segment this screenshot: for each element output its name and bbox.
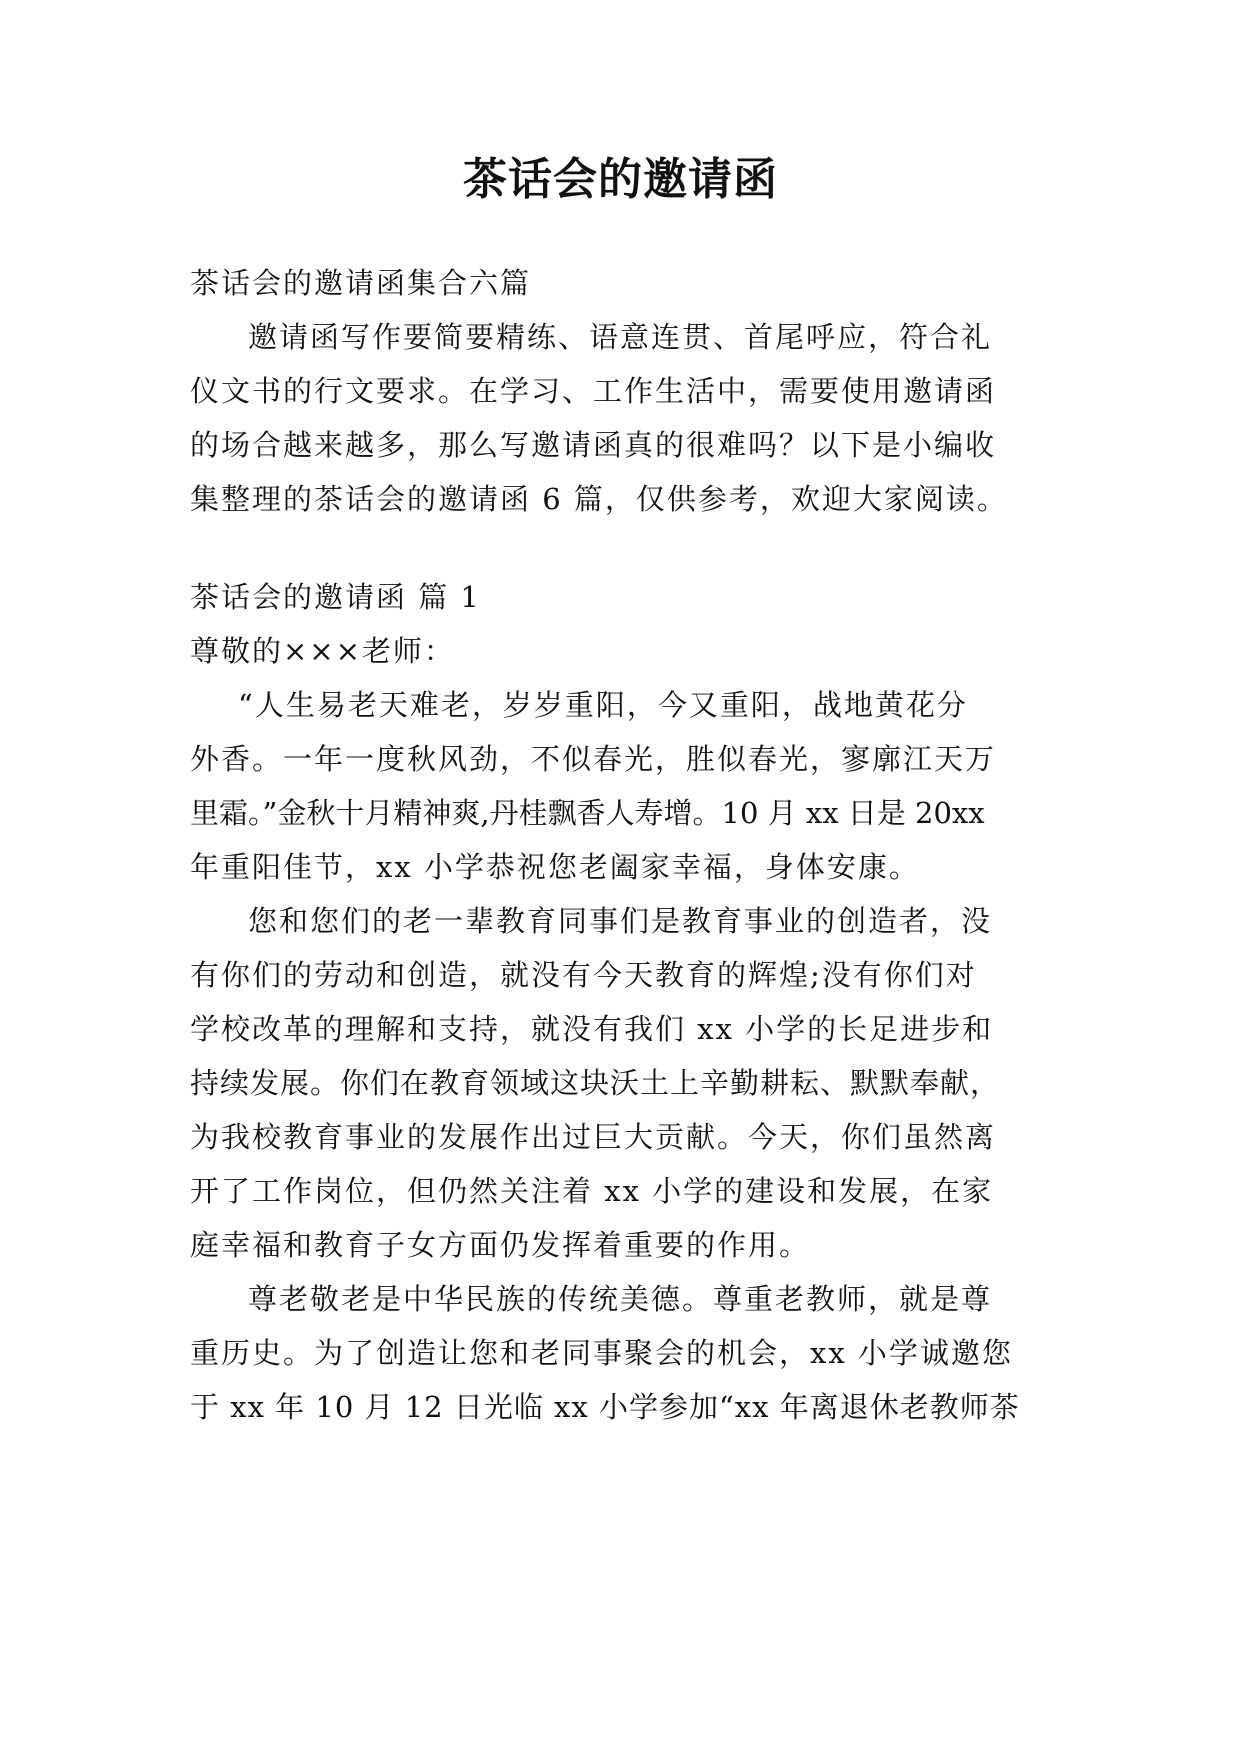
intro-line-4: 集整理的茶话会的邀请函 6 篇，仅供参考，欢迎大家阅读。 — [190, 482, 1008, 516]
para2-line-4: 持续发展。你们在教育领域这块沃土上辛勤耕耘、默默奉献， — [190, 1066, 1001, 1100]
para2-line-5: 为我校教育事业的发展作出过巨大贡献。今天，你们虽然离 — [190, 1120, 997, 1154]
para2-line-2: 有你们的劳动和创造，就没有今天教育的辉煌;没有你们对 — [190, 958, 977, 992]
para1-line-3: 里霜。”金秋十月精神爽,丹桂飘香人寿增。10 月 xx 日是 20xx — [190, 796, 985, 830]
para2-line-7: 庭幸福和教育子女方面仍发挥着重要的作用。 — [190, 1228, 811, 1262]
intro-line-2: 仪文书的行文要求。在学习、工作生活中，需要使用邀请函 — [190, 374, 997, 408]
section-heading: 茶话会的邀请函 篇 1 — [190, 580, 481, 614]
para2-line-1: 您和您们的老一辈教育同事们是教育事业的创造者，没 — [248, 904, 993, 938]
para3-line-3: 于 xx 年 10 月 12 日光临 xx 小学参加“xx 年离退休老教师茶 — [190, 1390, 1020, 1424]
para1-line-2: 外香。一年一度秋风劲，不似春光，胜似春光，寥廓江天万 — [190, 742, 997, 776]
salutation: 尊敬的×××老师： — [190, 634, 455, 668]
para2-line-6: 开了工作岗位，但仍然关注着 xx 小学的建设和发展，在家 — [190, 1174, 994, 1208]
para2-line-3: 学校改革的理解和支持，就没有我们 xx 小学的长足进步和 — [190, 1012, 994, 1046]
document-title: 茶话会的邀请函 — [463, 154, 778, 205]
document-subtitle: 茶话会的邀请函集合六篇 — [190, 266, 532, 300]
intro-line-1: 邀请函写作要简要精练、语意连贯、首尾呼应，符合礼 — [248, 320, 993, 354]
intro-line-3: 的场合越来越多，那么写邀请函真的很难吗？以下是小编收 — [190, 428, 997, 462]
para1-line-4: 年重阳佳节，xx 小学恭祝您老阖家幸福，身体安康。 — [190, 850, 920, 884]
para3-line-1: 尊老敬老是中华民族的传统美德。尊重老教师，就是尊 — [248, 1282, 993, 1316]
para1-line-1: “人生易老天难老，岁岁重阳，今又重阳，战地黄花分 — [238, 688, 968, 722]
para3-line-2: 重历史。为了创造让您和老同事聚会的机会，xx 小学诚邀您 — [190, 1336, 1013, 1370]
